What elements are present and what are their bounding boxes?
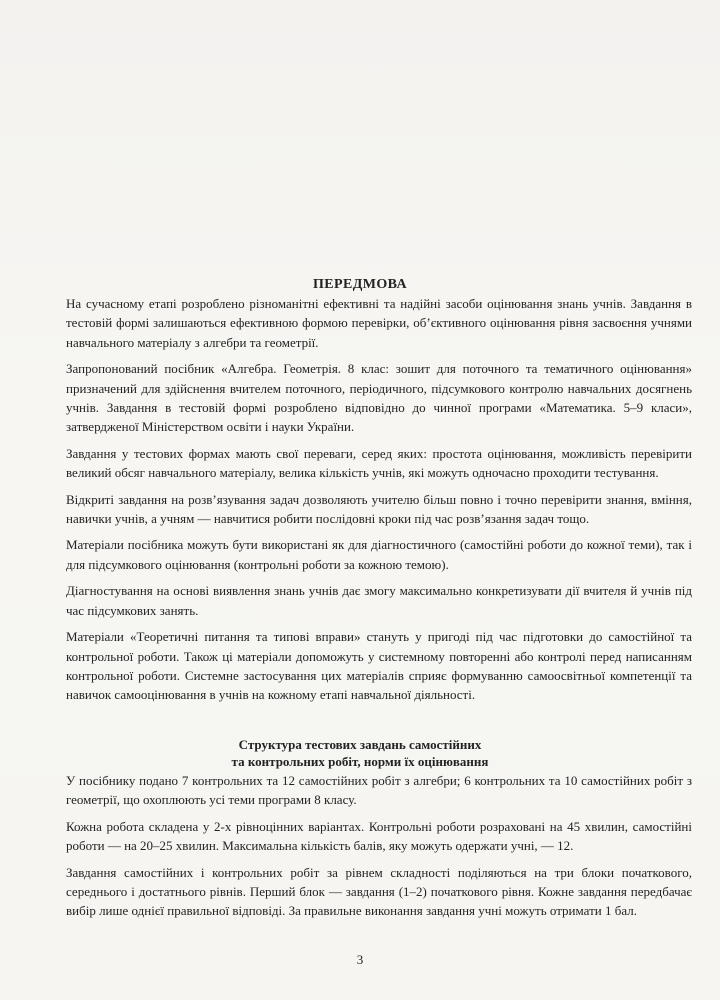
paragraph: На сучасному етапі розроблено різноманітні ефективні та надійні засоби оцінювання знань учнів. Завдання в тестовій формі залишаються ефективною формою перевірки, об’єктивного оцінювання рівня засвоєння учнями навчального матеріалу з алгебри та геометрії. bbox=[66, 296, 692, 350]
paragraph: Відкриті завдання на розв’язування задач дозволяють учителю більш повно і точно перевірити знання, вміння, навички учнів, а учням — навчитися робити послідовні кроки під час розв’язання задач тощо. bbox=[66, 491, 692, 527]
section-heading bbox=[0, 736, 720, 770]
page-title: ПЕРЕДМОВА bbox=[312, 277, 408, 292]
section-heading-line: та контрольних робіт, норми їх оцінювання bbox=[231, 754, 489, 769]
paragraph: У посібнику подано 7 контрольних та 12 самостійних робіт з алгебри; 6 контрольних та 10 самостійних робіт з геометрії, що охоплюють усі теми програми 8 класу. bbox=[66, 773, 692, 808]
intro-section bbox=[66, 294, 692, 705]
paragraph: Діагностування на основі виявлення знань учнів дає змогу максимально конкретизувати дії вчителя й учнів під час підсумкових занять. bbox=[66, 583, 692, 618]
paragraph: Завдання у тестових формах мають свої переваги, серед яких: простота оцінювання, можливість перевірити великий обсяг навчального матеріалу, велика кількість учнів, які можуть одночасно проходити тестування. bbox=[66, 445, 692, 481]
paragraph: Кожна робота складена у 2-х рівноцінних варіантах. Контрольні роботи розраховані на 45 хвилин, самостійні роботи — на 20–25 хвилин. Максимальна кількість балів, яку можуть одержати учні, — 12. bbox=[66, 818, 692, 854]
paragraph: Запропонований посібник «Алгебра. Геометрія. 8 клас: зошит для поточного та тематичного оцінювання» призначений для здійснення вчителем поточного, періодичного, підсумкового контролю навчальних досягнень учнів. Завдання в тестовій формі розроблено відповідно до чинної програми «Математика. 5–9 класи», затвердженої Міністерством освіти і науки України. bbox=[66, 361, 692, 435]
section-heading-line: Структура тестових завдань самостійних bbox=[238, 737, 482, 752]
paragraph: Матеріали «Теоретичні питання та типові вправи» стануть у пригоді під час підготовки до самостійної та контрольної роботи. Також ці матеріали допоможуть у системному повторенні або контролі перед написанням контрольної роботи. Системне застосування цих матеріалів сприяє формуванню самоосвітньої компетенції та навичок самооцінювання в учнів на кожному етапі навчальної діяльності. bbox=[66, 629, 692, 703]
paragraph: Завдання самостійних і контрольних робіт за рівнем складності поділяються на три блоки початкового, середнього і достатнього рівнів. Перший блок — завдання (1–2) початкового рівня. Кожне завдання передбачає вибір лише однієї правильної відповіді. За правильне виконання завдання учні можуть отримати 1 бал. bbox=[66, 864, 692, 919]
structure-section bbox=[66, 771, 692, 921]
paragraph: Матеріали посібника можуть бути використані як для діагностичного (самостійні роботи до кожної теми), так і для підсумкового оцінювання (контрольні роботи за кожною темою). bbox=[66, 537, 692, 572]
page-number: 3 bbox=[356, 952, 364, 967]
